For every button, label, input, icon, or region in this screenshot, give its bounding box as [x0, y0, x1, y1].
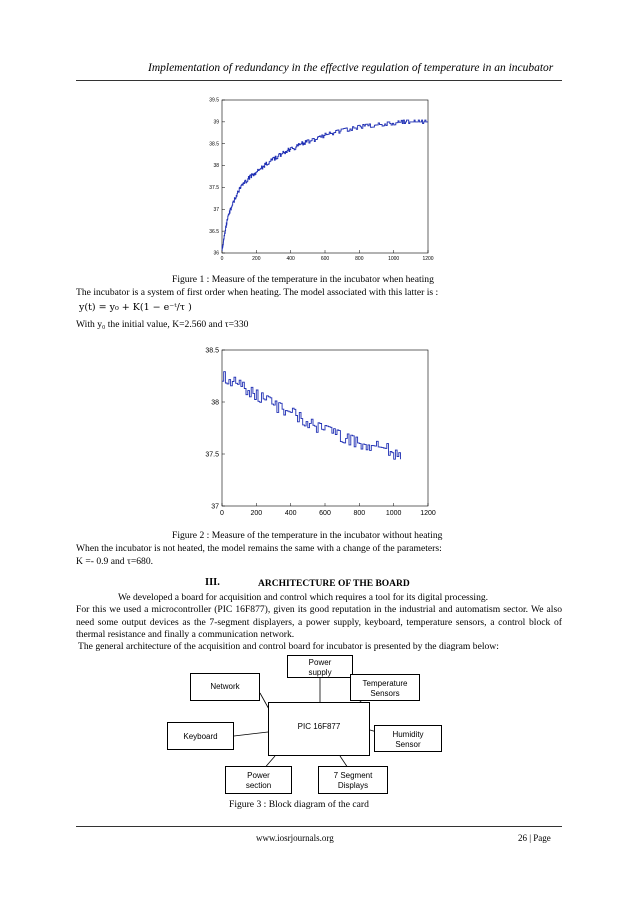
figure2-caption: Figure 2 : Measure of the temperature in the incubator without heating	[172, 530, 443, 541]
body-text-model: The incubator is a system of first order when heating. The model associated with this latter is :	[76, 287, 439, 298]
body-text-params: With y₀ the initial value, K=2.560 and τ=330	[76, 319, 249, 330]
y-tick-label: 38.5	[209, 141, 219, 148]
y-tick-label: 37	[213, 206, 219, 213]
x-tick-label: 200	[250, 510, 263, 517]
y-tick-label: 37.5	[209, 185, 219, 192]
power-supply-block: Power supply	[287, 655, 353, 678]
connector-keyboard	[234, 732, 268, 736]
y-tick-label: 37	[211, 503, 219, 511]
x-tick-label: 800	[355, 256, 364, 262]
x-tick-label: 1000	[388, 256, 400, 262]
y-tick-label: 36	[213, 250, 219, 257]
footer-page-number: 26 | Page	[518, 833, 551, 843]
y-tick-label: 39.5	[209, 97, 219, 104]
figure3-caption: Figure 3 : Block diagram of the card	[229, 799, 369, 810]
y-tick-label: 37.5	[205, 451, 219, 459]
y-tick-label: 36.5	[209, 228, 219, 235]
x-tick-label: 600	[320, 256, 330, 262]
x-tick-label: 200	[252, 256, 261, 262]
keyboard-block: Keyboard	[167, 722, 234, 750]
y-tick-label: 39	[213, 119, 219, 126]
x-tick-label: 400	[284, 510, 297, 517]
running-header: Implementation of redundancy in the effective regulation of temperature in an incubator	[148, 62, 554, 74]
paragraph-3: The general architecture of the acquisition and control board for incubator is presented by the diagram below:	[78, 641, 499, 652]
body-text-params2: K =- 0.9 and τ=680.	[76, 556, 154, 567]
x-tick-label: 600	[319, 510, 331, 517]
section-title: ARCHITECTURE OF THE BOARD	[258, 579, 410, 589]
paragraph-1: We developed a board for acquisition and control which requires a tool for its digital processing.	[118, 592, 489, 603]
x-tick-label: 800	[353, 510, 366, 517]
x-tick-label: 0	[220, 256, 224, 262]
equation: y(t) = y₀ + K(1 − e⁻ᵗ/τ )	[79, 302, 192, 313]
x-tick-label: 0	[220, 510, 224, 517]
section-number: III.	[205, 577, 220, 588]
y-tick-label: 38	[213, 163, 219, 170]
x-tick-label: 1200	[420, 510, 436, 517]
humidity-sensor-block: Humidity Sensor	[374, 725, 442, 752]
paragraph-2: For this we used a microcontroller (PIC 16F877), given its good reputation in the industrial and automatism sector. We also need some output devices as the 7-segment displayers, a power supply, keyboard, temperature sensors, a control block of thermal resistance and finally a communication network.	[76, 604, 562, 640]
x-tick-label: 1200	[422, 256, 434, 262]
figure1-caption: Figure 1 : Measure of the temperature in the incubator when heating	[172, 274, 434, 285]
network-block: Network	[190, 673, 260, 701]
power-section-block: Power section	[225, 766, 292, 794]
y-tick-label: 38	[211, 399, 219, 407]
body-text-no-heating: When the incubator is not heated, the model remains the same with a change of the parameters:	[76, 543, 442, 554]
footer-url[interactable]: www.iosrjournals.org	[256, 833, 334, 843]
segment-displays-block: 7 Segment Displays	[318, 766, 388, 794]
x-tick-label: 1000	[385, 510, 402, 517]
temperature-sensors-block: Temperature Sensors	[350, 674, 420, 701]
footer-rule	[76, 826, 562, 827]
y-tick-label: 38.5	[205, 347, 219, 355]
pic-16f877-block: PIC 16F877	[268, 702, 370, 756]
x-tick-label: 400	[286, 256, 295, 262]
